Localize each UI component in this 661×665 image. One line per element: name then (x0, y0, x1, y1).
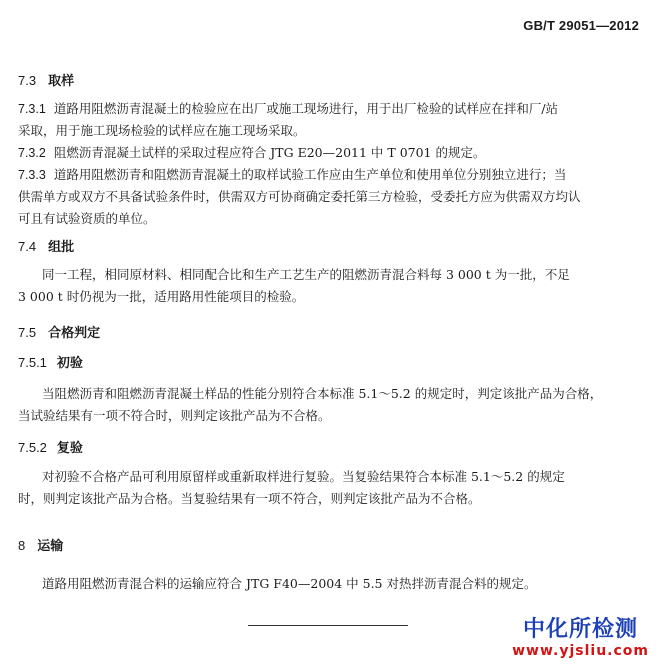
section-7-3-heading (18, 70, 74, 89)
clause-line: 3 000 t 时仍视为一批，适用路用性能项目的检验。 (18, 289, 305, 304)
clause-number: 7.3.2 (18, 146, 46, 160)
clause-line: 可且有试验资质的单位。 (18, 211, 156, 226)
section-7-5-2-heading (18, 437, 83, 456)
section-number: 8 (18, 538, 26, 553)
clause-line (18, 98, 638, 120)
clause-line: 同一工程，相同原材料、相同配合比和生产工艺生产的阻燃沥青混合料每 3 000 t 为一批，不足 (42, 267, 570, 282)
section-8-heading (18, 535, 63, 554)
section-number: 7.5 (18, 325, 37, 340)
clause-line: 对初验不合格产品可利用原留样或重新取样进行复验。当复验结果符合本标准 5.1～5.2 的规定 (42, 469, 565, 484)
section-7-4-heading (18, 236, 74, 255)
section-7-5-heading (18, 322, 100, 341)
section-title: 运输 (37, 539, 64, 554)
section-title: 复验 (56, 441, 83, 456)
clause-7-3-2 (18, 142, 638, 164)
clause-line (18, 142, 638, 164)
watermark (512, 617, 649, 659)
clause-line: 当阻燃沥青和阻燃沥青混凝土样品的性能分别符合本标准 5.1～5.2 的规定时，判定该批产品为合格， (42, 386, 603, 401)
clause-text: 阻燃沥青混凝土试样的采取过程应符合 JTG E20—2011 中 T 0701 的规定。 (53, 145, 486, 160)
section-number: 7.4 (18, 239, 37, 254)
clause-7-4-body (18, 264, 638, 308)
section-7-5-1-heading (18, 352, 83, 371)
clause-number: 7.3.1 (18, 102, 46, 116)
standard-code: GB/T 29051—2012 (523, 18, 639, 33)
section-title: 取样 (48, 74, 75, 89)
clause-7-5-1-body (18, 383, 638, 427)
clause-line: 采取，用于施工现场检验的试样应在施工现场采取。 (18, 123, 306, 138)
section-title: 初验 (56, 356, 83, 371)
clause-number: 7.3.3 (18, 168, 46, 182)
clause-7-3-1 (18, 98, 638, 142)
clause-line: 当试验结果有一项不符合时，则判定该批产品为不合格。 (18, 408, 331, 423)
section-title: 组批 (48, 240, 75, 255)
clause-8-body (18, 573, 638, 595)
section-number: 7.5.1 (18, 355, 47, 370)
clause-text: 道路用阻燃沥青和阻燃沥青混凝土的取样试验工作应由生产单位和使用单位分别独立进行；当 (53, 167, 567, 182)
section-title: 合格判定 (48, 326, 101, 341)
watermark-title: 中化所检测 (523, 617, 639, 642)
clause-7-5-2-body (18, 466, 638, 510)
clause-line: 道路用阻燃沥青混合料的运输应符合 JTG F40—2004 中 5.5 对热拌沥青混合料的规定。 (42, 576, 537, 591)
clause-7-3-3 (18, 164, 638, 230)
section-number: 7.3 (18, 73, 37, 88)
footer-divider (248, 625, 408, 626)
clause-line: 时，则判定该批产品为合格。当复验结果有一项不符合，则判定该批产品为不合格。 (18, 491, 481, 506)
clause-text: 道路用阻燃沥青混凝土的检验应在出厂或施工现场进行，用于出厂检验的试样应在拌和厂/站 (53, 101, 559, 116)
watermark-url: www.yjsliu.com (512, 643, 649, 659)
section-number: 7.5.2 (18, 440, 47, 455)
clause-line (18, 164, 638, 186)
clause-line: 供需单方或双方不具备试验条件时，供需双方可协商确定委托第三方检验，受委托方应为供需双方均认 (18, 189, 581, 204)
